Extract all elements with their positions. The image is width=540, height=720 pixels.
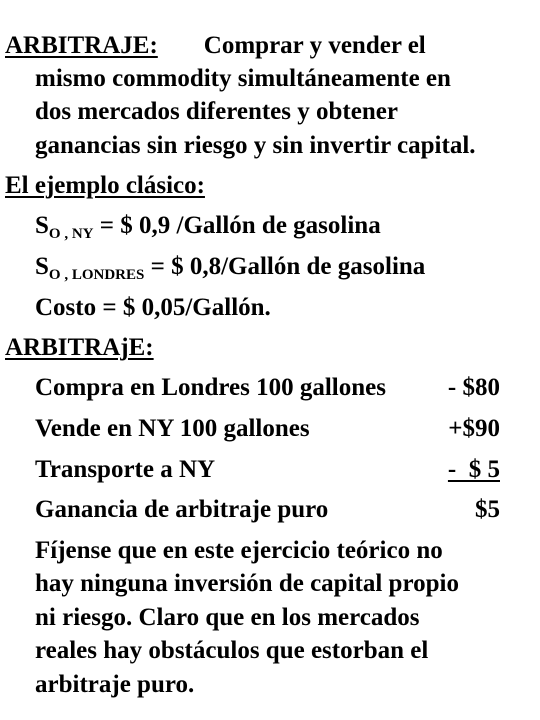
- note-line-3: ni riesgo. Claro que en los mercados: [35, 604, 420, 631]
- arbitrage-row-amount: $5: [475, 496, 500, 523]
- arbitrage-row-label: Vende en NY 100 gallones: [35, 415, 310, 442]
- note-line-4: reales hay obstáculos que estorban el: [35, 637, 429, 664]
- arbitrage-row-amount: +$90: [448, 415, 500, 442]
- arbitrage-row-label: Transporte a NY: [35, 456, 216, 483]
- note-line-5: arbitraje puro.: [35, 671, 195, 698]
- spot-price-london: $S_{O , LONDRES}$ = $ 0,8/Gallón de gasolina: [35, 253, 426, 283]
- definition-line-4: ganancias sin riesgo y sin invertir capital.: [35, 132, 476, 159]
- definition-line-1: Comprar y vender el: [203, 32, 426, 59]
- arbitrage-row-label: Ganancia de arbitraje puro: [35, 496, 329, 523]
- spot-price-ny: $S_{O , NY}$ = $ 0,9 /Gallón de gasolina: [35, 212, 381, 242]
- definition-line-3: dos mercados diferentes y obtener: [35, 98, 398, 125]
- spot-price-ny-subscript: O , NY: [48, 226, 94, 242]
- spot-price-london-subscript: O , LONDRES: [48, 267, 145, 283]
- note-line-2: hay ninguna inversión de capital propio: [35, 570, 459, 597]
- arbitrage-row-amount: - $80: [447, 374, 500, 401]
- arbitraje-label: ARBITRAJE:: [5, 32, 158, 59]
- definition-line-2: mismo commodity simultáneamente en: [35, 65, 451, 92]
- arbitrage-row-label: Compra en Londres 100 gallones: [35, 374, 386, 401]
- definition-heading-line: [5, 31, 426, 61]
- arbitrage-title: ARBITRAjE:: [5, 334, 154, 361]
- transport-cost: Costo = $ 0,05/Gallón.: [35, 294, 271, 321]
- example-title: El ejemplo clásico:: [5, 172, 205, 199]
- arbitrage-row-amount: - $ 5: [447, 456, 500, 483]
- note-line-1: Fíjense que en este ejercicio teórico no: [35, 537, 443, 564]
